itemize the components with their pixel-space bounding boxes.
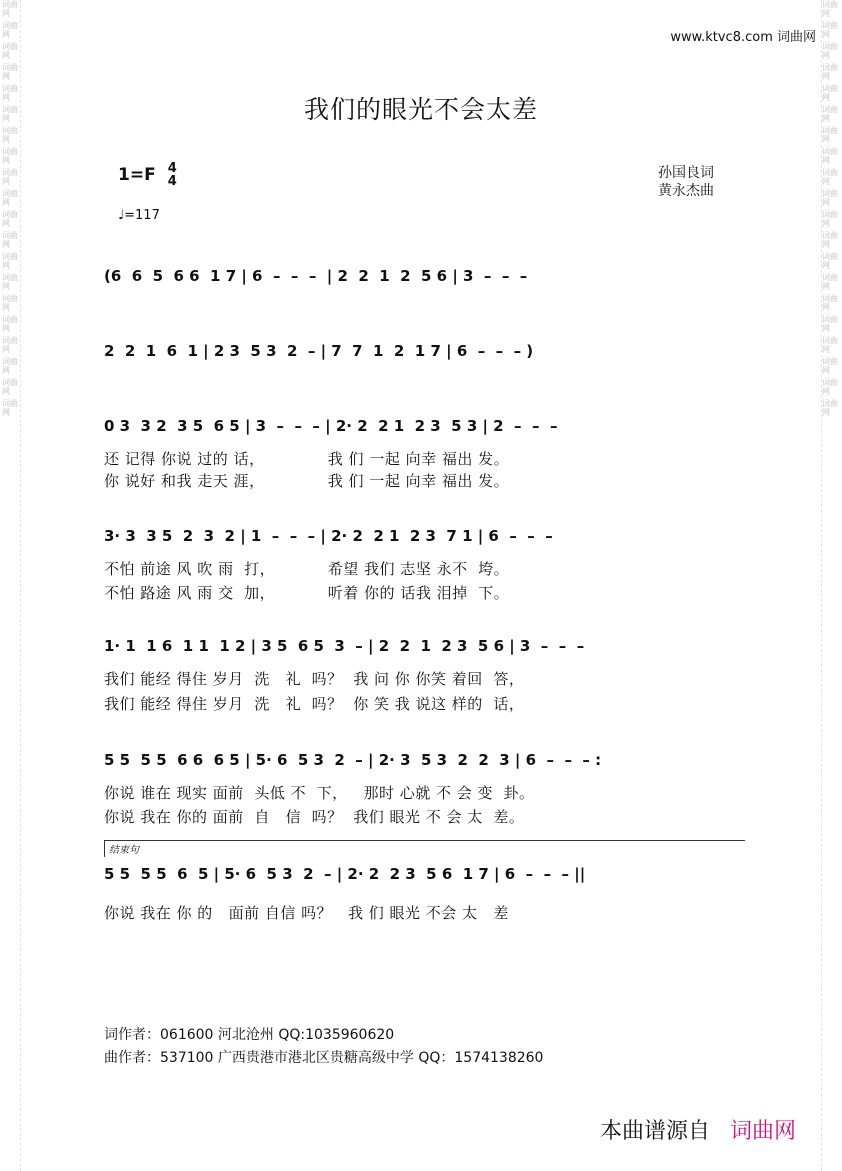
watermark: 词曲网 bbox=[2, 336, 18, 354]
watermark: 词曲网 bbox=[822, 0, 838, 18]
watermark: 词曲网 bbox=[2, 84, 18, 102]
watermark: 词曲网 bbox=[822, 294, 838, 312]
lyricist: 孙国良词 bbox=[658, 165, 714, 181]
watermark: 词曲网 bbox=[822, 147, 838, 165]
watermark: 词曲网 bbox=[2, 105, 18, 123]
watermark: 词曲网 bbox=[2, 252, 18, 270]
notation-line: 5 5 5 5 6 5 | 5· 6 5 3 2 – | 2· 2 2 3 5 6 1 7 | 6 – – – || bbox=[104, 865, 586, 883]
lyric-line: 我们 能经 得住 岁月 洗 礼 吗？ 你 笑 我 说这 样的 话， bbox=[104, 695, 525, 713]
lyric-line: 你说 谁在 现实 面前 头低 不 下， 那时 心就 不 会 变 卦。 bbox=[104, 784, 535, 802]
watermark: 词曲网 bbox=[2, 399, 18, 417]
song-title: 我们的眼光不会太差 bbox=[303, 95, 538, 124]
source-label: 本曲谱源自 bbox=[599, 1119, 710, 1144]
watermark: 词曲网 bbox=[822, 378, 838, 396]
watermark: 词曲网 bbox=[822, 357, 838, 375]
watermark: 词曲网 bbox=[2, 231, 18, 249]
notation-line: 2 2 1 6 1 | 2 3 5 3 2 – | 7 7 1 2 1 7 | 6 – – – ) bbox=[104, 342, 534, 360]
notation-line: 0 3 3 2 3 5 6 5 | 3 – – – | 2· 2 2 1 2 3 5 3 | 2 – – – bbox=[104, 417, 558, 435]
watermark: 词曲网 bbox=[2, 273, 18, 291]
lyric-line: 不怕 前途 风 吹 雨 打， 希望 我们 志坚 永不 垮。 bbox=[104, 560, 510, 578]
watermark: 词曲网 bbox=[822, 84, 838, 102]
watermark: 词曲网 bbox=[822, 252, 838, 270]
watermark: 词曲网 bbox=[822, 63, 838, 81]
watermark: 词曲网 bbox=[2, 210, 18, 228]
watermark: 词曲网 bbox=[822, 210, 838, 228]
watermark: 词曲网 bbox=[2, 357, 18, 375]
lyric-line: 你说 我在 你的 面前 自 信 吗？ 我们 眼光 不 会 太 差。 bbox=[104, 808, 525, 826]
watermark: 词曲网 bbox=[2, 21, 18, 39]
notation-line: 1· 1 1 6 1 1 1 2 | 3 5 6 5 3 – | 2 2 1 2 3 5 6 | 3 – – – bbox=[104, 637, 585, 655]
right-watermark-strip bbox=[821, 0, 840, 1171]
lyricist-contact: 词作者：061600 河北沧州 QQ:1035960620 bbox=[104, 1027, 395, 1043]
source-footer bbox=[600, 1114, 796, 1145]
credits bbox=[658, 164, 714, 200]
notation-line: 3· 3 3 5 2 3 2 | 1 – – – | 2· 2 2 1 2 3 7 1 | 6 – – – bbox=[104, 527, 553, 545]
time-sig-top: 4 bbox=[167, 161, 177, 176]
watermark: 词曲网 bbox=[822, 42, 838, 60]
lyric-line: 不怕 路途 风 雨 交 加， 听着 你的 话我 泪掉 下。 bbox=[104, 584, 510, 602]
lyric-line: 你说 我在 你 的 面前 自信 吗？ 我 们 眼光 不会 太 差 bbox=[104, 904, 509, 922]
watermark: 词曲网 bbox=[2, 0, 18, 18]
watermark: 词曲网 bbox=[2, 315, 18, 333]
lyric-line: 还 记得 你说 过的 话， 我 们 一起 向幸 福出 发。 bbox=[104, 450, 510, 468]
notation-line: 5 5 5 5 6 6 6 5 | 5· 6 5 3 2 – | 2· 3 5 3 2 2 3 | 6 – – – : bbox=[104, 751, 602, 769]
composer-contact: 曲作者：537100 广西贵港市港北区贵糖高级中学 QQ：1574138260 bbox=[104, 1050, 544, 1066]
watermark: 词曲网 bbox=[2, 378, 18, 396]
watermark: 词曲网 bbox=[822, 105, 838, 123]
key-label: 1=F bbox=[118, 165, 156, 185]
watermark: 词曲网 bbox=[822, 399, 838, 417]
watermark: 词曲网 bbox=[2, 147, 18, 165]
watermark: 词曲网 bbox=[2, 63, 18, 81]
watermark: 词曲网 bbox=[2, 126, 18, 144]
site-url[interactable]: www.ktvc8.com 词曲网 bbox=[670, 30, 816, 45]
ending-label: 结束句 bbox=[109, 845, 139, 856]
source-brand-link[interactable]: 词曲网 bbox=[729, 1119, 796, 1144]
notation-line: (6 6 5 6 6 1 7 | 6 – – – | 2 2 1 2 5 6 | 3 – – – bbox=[104, 267, 528, 285]
time-signature bbox=[168, 162, 177, 188]
left-watermark-strip bbox=[2, 0, 21, 1171]
watermark: 词曲网 bbox=[822, 21, 838, 39]
watermark: 词曲网 bbox=[822, 273, 838, 291]
watermark: 词曲网 bbox=[822, 336, 838, 354]
watermark: 词曲网 bbox=[822, 231, 838, 249]
tempo-marking: ♩=117 bbox=[118, 208, 160, 223]
watermark: 词曲网 bbox=[2, 294, 18, 312]
lyric-line: 你 说好 和我 走天 涯， 我 们 一起 向幸 福出 发。 bbox=[104, 472, 510, 490]
time-sig-bottom: 4 bbox=[167, 174, 177, 189]
lyric-line: 我们 能经 得住 岁月 洗 礼 吗？ 我 问 你 你笑 着回 答， bbox=[104, 670, 525, 688]
composer: 黄永杰曲 bbox=[658, 183, 714, 199]
watermark: 词曲网 bbox=[2, 42, 18, 60]
key-signature bbox=[118, 162, 177, 188]
watermark: 词曲网 bbox=[822, 315, 838, 333]
watermark: 词曲网 bbox=[2, 189, 18, 207]
watermark: 词曲网 bbox=[822, 168, 838, 186]
watermark: 词曲网 bbox=[2, 168, 18, 186]
watermark: 词曲网 bbox=[822, 126, 838, 144]
watermark: 词曲网 bbox=[822, 189, 838, 207]
